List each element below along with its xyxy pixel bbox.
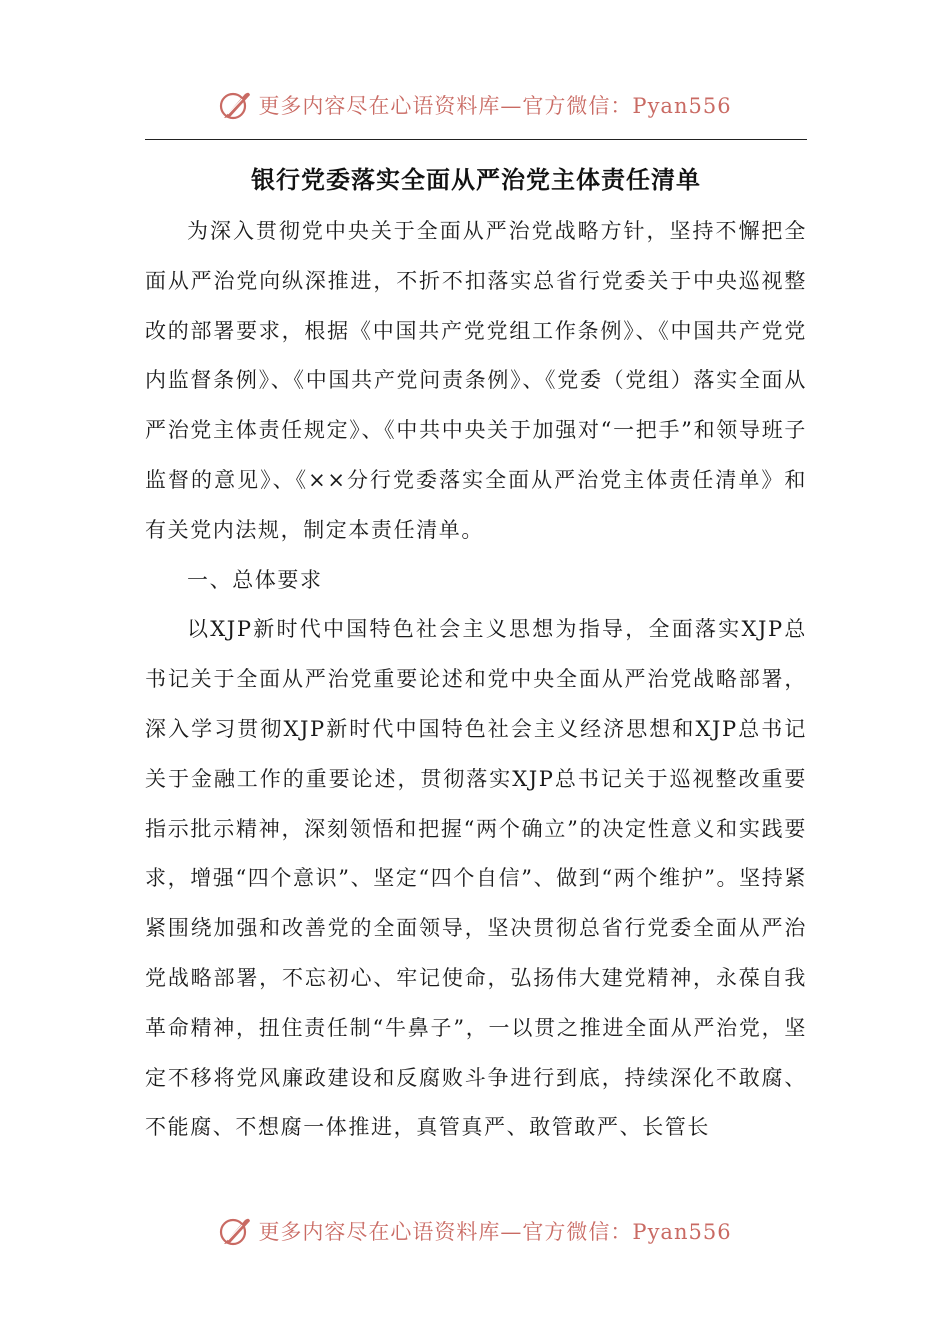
general-requirements-paragraph: 以XJP新时代中国特色社会主义思想为指导，全面落实XJP总书记关于全面从严治党重要论述和党中央全面从严治党战略部署，深入学习贯彻XJP新时代中国特色社会主义经济思想和XJP总书记关于金融工作的重要论述，贯彻落实XJP总书记关于巡视整改重要指示批示精神，深刻领悟和把握“两个确立”的决定性意义和实践要求，增强“四个意识”、坚定“四个自信”、做到“两个维护”。坚持紧紧围绕加强和改善党的全面领导，坚决贯彻总省行党委全面从严治党战略部署，不忘初心、牢记使命，弘扬伟大建党精神，永葆自我革命精神，扭住责任制“牛鼻子”，一以贯之推进全面从严治党，坚定不移将党风廉政建设和反腐败斗争进行到底，持续深化不敢腐、不能腐、不想腐一体推进，真管真严、敢管敢严、长管长 (145, 617, 807, 1140)
footer-banner-text: 更多内容尽在心语资料库—官方微信：Pyan556 (258, 1220, 732, 1244)
document-body (145, 207, 807, 1153)
footer-watermark-banner (0, 1206, 950, 1256)
header-divider (145, 139, 807, 140)
quill-pen-logo-icon (218, 1214, 252, 1248)
section-heading-general-requirements: 一、总体要求 (187, 567, 323, 592)
header-banner-text: 更多内容尽在心语资料库—官方微信：Pyan556 (258, 94, 732, 118)
document-title: 银行党委落实全面从严治党主体责任清单 (251, 165, 701, 194)
intro-paragraph: 为深入贯彻党中央关于全面从严治党战略方针，坚持不懈把全面从严治党向纵深推进，不折不扣落实总省行党委关于中央巡视整改的部署要求，根据《中国共产党党组工作条例》、《中国共产党党内监督条例》、《中国共产党问责条例》、《党委（党组）落实全面从严治党主体责任规定》、《中共中央关于加强对“一把手”和领导班子监督的意见》、《××分行党委落实全面从严治党主体责任清单》和有关党内法规，制定本责任清单。 (145, 219, 807, 542)
header-watermark-banner (0, 80, 950, 130)
quill-pen-logo-icon (218, 88, 252, 122)
